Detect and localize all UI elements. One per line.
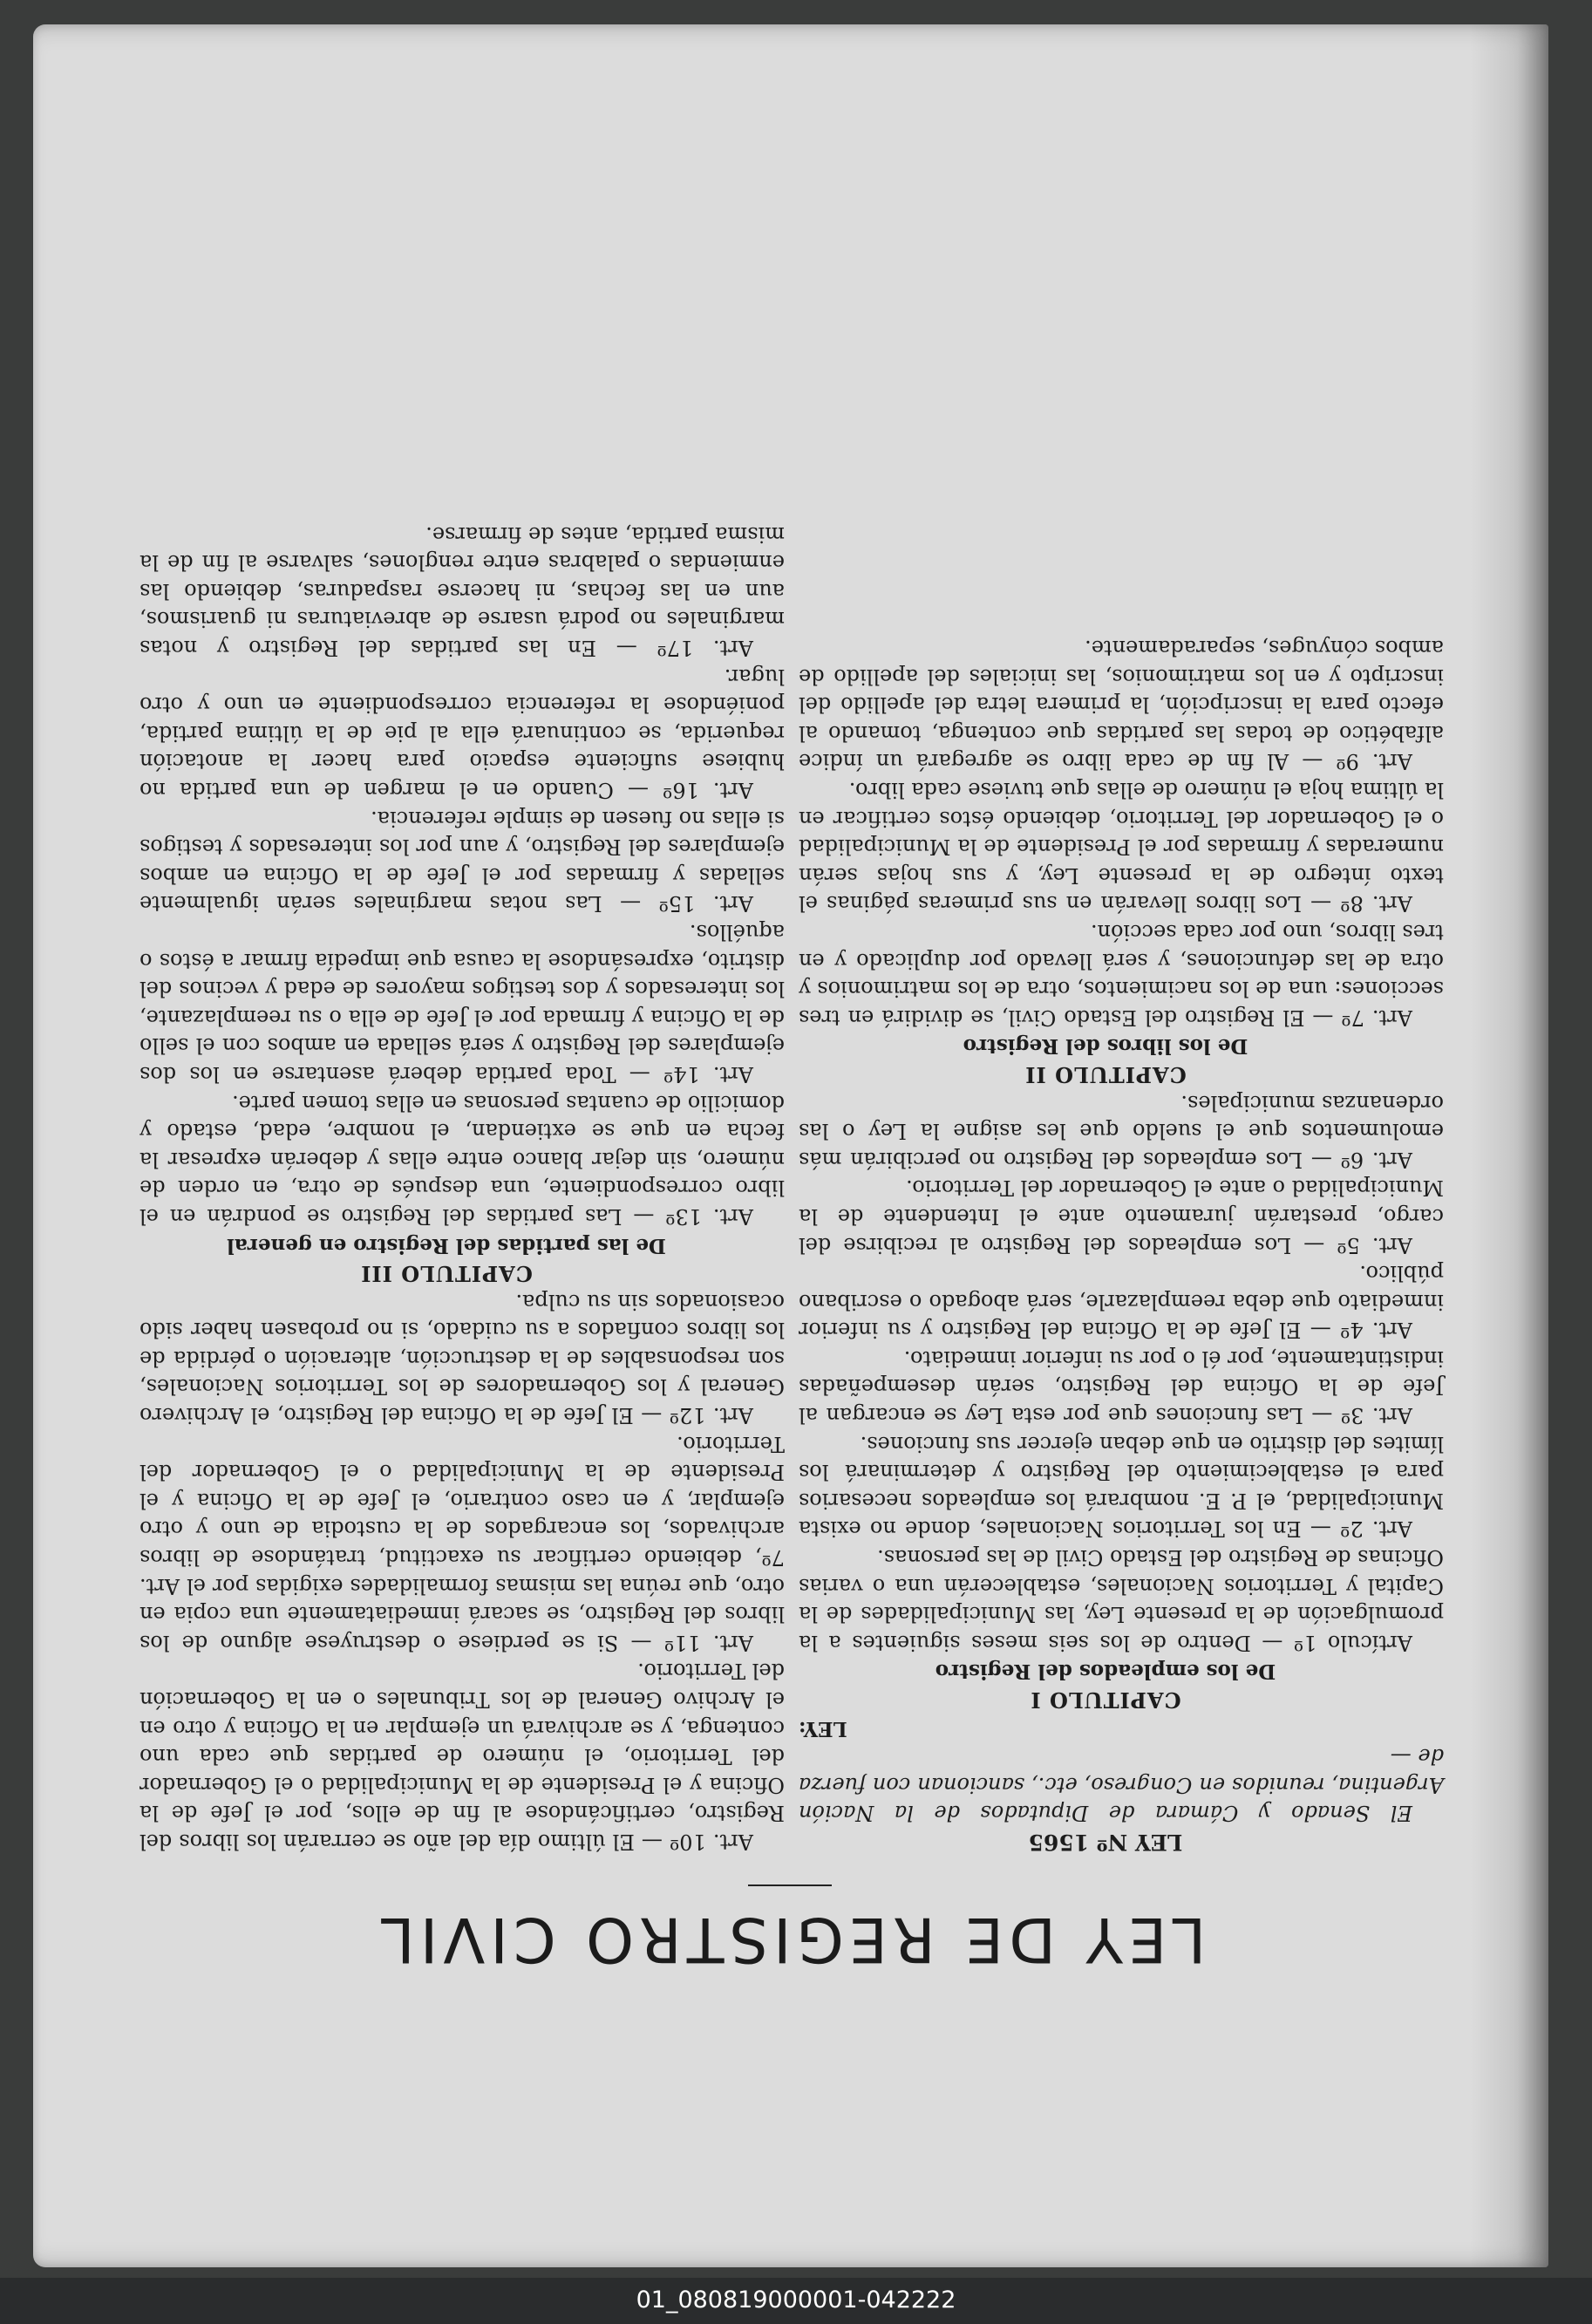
article-paragraph: Artículo 1º — Dentro de los seis meses siguientes a la promulgación de la presente Ley, las Municipalidades de la Capital y Territorios Nacionales, establecerán una o varias Oficinas de Registro del Estado Civil de las personas. <box>799 1545 1444 1655</box>
article-paragraph: Art. 15º — Las notas marginales serán igualmente selladas y firmadas por el Jefe de la Oficina en ambos ejemplares del Registro, y aun por los interesados y testigos si ellas no fuesen de simple referencia. <box>139 806 785 917</box>
chapter-2-subtitle: De los libros del Registro <box>963 1034 1248 1059</box>
article-paragraph: Art. 8º — Los libros llevarán en sus primeras páginas el texto íntegro de la presente Ley, y sus hojas serán numeradas y firmadas por el Presidente de la Municipalidad o el Gobernador del Territorio, debiendo éstos certificar en la última hoja el número de ellas que tuviese cada libro. <box>799 778 1444 917</box>
article-paragraph: Art. 7º — El Registro del Estado Civil, se dividirá en tres secciones: una de los nacimientos, otra de los matrimonios y otra de las defunciones, y será llevado por duplicado y en tres libros, uno por cada sección. <box>799 920 1444 1030</box>
article-paragraph: Art. 6º — Los empleados del Registro no percibirán más emolumentos que el sueldo que les asigne la Ley o las ordenanzas municipales. <box>799 1090 1444 1172</box>
article-paragraph: Art. 13º — Las partidas del Registro se pondrán en el libro correspondiente, una después de otra, en orden de número, sin dejar blanco entre ellas y deberán expresar la fecha en que se extiendan, el nombre, edad, estado y domicilio de cuantas personas en ellas tomen parte. <box>139 1090 785 1229</box>
article-paragraph: Art. 2º — En los Territorios Nacionales, donde no exista Municipalidad, el P. E. nombrará los empleados necesarios para el establecimiento del Registro y determinará los límites del distrito en que deban ejercer sus funciones. <box>799 1431 1444 1542</box>
article-paragraph: Art. 5º — Los empleados del Registro al recibirse del cargo, prestarán juramento ante el Intendente de la Municipalidad o ante el Gobernador del Territorio. <box>799 1176 1444 1257</box>
law-number: LEY Nº 1565 <box>1028 1830 1183 1855</box>
article-paragraph: Art. 10º — El último día del año se cerrarán los libros del Registro, certificándose al fin de ellos, por el Jefe de la Oficina y el Presidente de la Municipalidad o el Gobernador del Territorio, el número de partidas que cada uno contenga, y se archivará un ejemplar en la Oficina y otro en el Archivo General de los Tribunales o en la Gobernación del Territorio. <box>139 1659 785 1854</box>
right-column <box>139 520 785 1856</box>
article-paragraph: Art. 3º — Las funciones que por esta Ley se encargan al Jefe de la Oficina del Registro, serán desempeñadas indistintamente, por él o por su inferior inmediato. <box>799 1346 1444 1428</box>
article-paragraph: Art. 4º — El Jefe de la Oficina del Registro y su inferior inmediato que deba reemplazarle, será abogado o escribano público. <box>799 1261 1444 1343</box>
main-title: LEY DE REGISTRO CIVIL <box>375 1904 1207 1975</box>
chapter-1-subtitle: De los empleados del Registro <box>935 1660 1276 1684</box>
page-content <box>33 24 1548 2267</box>
document-page <box>33 24 1548 2267</box>
chapter-2-title: CAPITULO II <box>1024 1061 1187 1087</box>
title-rule <box>748 1884 832 1886</box>
article-paragraph: Art. 12º — El Jefe de la Oficina del Registro, el Archivero General y los Gobernadores de los Territorios Nacionales, son responsables de la destrucción, alteración o pérdida de los libros confiados a su cuidado, si no probasen haber sido ocasionados sin su culpa. <box>139 1289 785 1428</box>
chapter-1-title: CAPITULO I <box>1030 1687 1181 1714</box>
chapter-3-subtitle: De las partidas del Registro en general <box>227 1233 666 1257</box>
article-paragraph: Art. 16º — Cuando en el margen de una partida no hubiese suficiente espacio para hacer la anotación requerida, se continuará ella al pie de la última partida, poniéndose la referencia correspondiente en uno y otro lugar. <box>139 664 785 803</box>
chapter-3-title: CAPITULO III <box>360 1261 533 1287</box>
preamble: El Senado y Cámara de Diputados de la Nación Argentina, reunidos en Congreso, etc., sancionan con fuerza de — <box>799 1744 1444 1826</box>
page-edge-shadow <box>1470 24 1548 2267</box>
left-column <box>799 633 1444 1856</box>
footer-image-id: 01_080819000001-042222 <box>636 2287 956 2314</box>
article-paragraph: Art. 9º — Al fin de cada libro se agregará un índice alfabético de todas las partidas que contenga, tomando al efecto para la inscripción, la primera letra del apellido del inscripto y en los matrimonios, las iniciales del apellido de ambos cónyuges, separadamente. <box>799 636 1444 774</box>
article-paragraph: Art. 17º — En las partidas del Registro y notas marginales no podrá usarse de abreviaturas ni guarismos, aun en las fechas, ni hacerse raspaduras, debiendo las enmiendas o palabras entre renglones, salvarse al fin de la misma partida, antes de firmarse. <box>139 521 785 661</box>
article-paragraph: Art. 11º — Si se perdiese o destruyese alguno de los libros del Registro, se sacará inmediatamente una copia en otro, que reúna las mismas formalidades exigidas por el Art. 7º, debiendo certificar su exactitud, tratándose de libros archivados, los encargados de la custodia de uno y otro ejemplar, y en caso contrario, el Jefe de la Oficina y el Presidente de la Municipalidad o el Gobernador del Territorio. <box>139 1431 785 1655</box>
ley-label: LEY: <box>799 1716 847 1741</box>
article-paragraph: Art. 14º — Toda partida deberá asentarse en los dos ejemplares del Registro y será sellada en ambos con el sello de la Oficina y firmada por el Jefe de ella o su reemplazante, los interesados y dos testigos mayores de edad y vecinos del distrito, expresándose la causa que impedía firmar a éstos o aquéllos. <box>139 920 785 1087</box>
